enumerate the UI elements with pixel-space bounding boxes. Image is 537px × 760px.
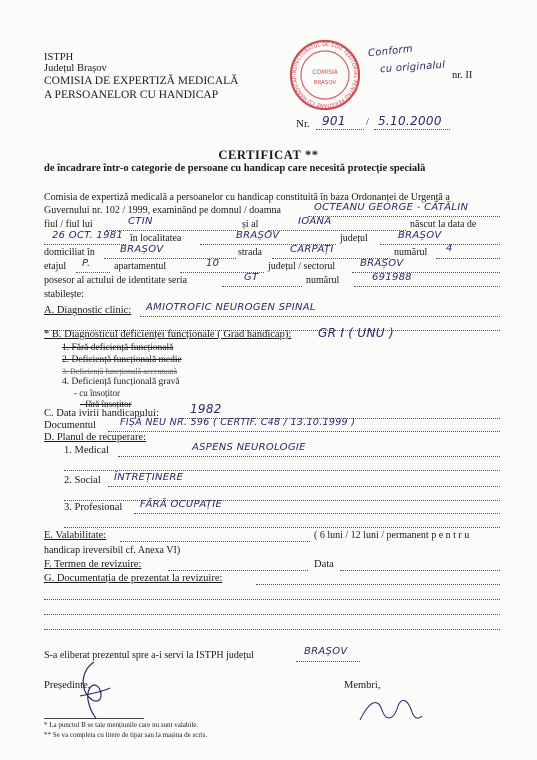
birth-date: 26 OCT. 1981 <box>52 230 124 241</box>
floor-label: etajul <box>44 261 67 272</box>
recovery-social-value: ÎNTREȚINERE <box>114 472 184 483</box>
father-name: CTIN <box>128 216 153 227</box>
deficiency-sub-item-1: - cu însoțitor <box>74 388 120 398</box>
stamp-center-text: COMISIA <box>312 69 338 76</box>
member-signature <box>356 690 426 730</box>
intro-and-label: și al <box>242 219 259 230</box>
certificate-title: CERTIFICAT ** <box>218 148 319 162</box>
domicile: BRAȘOV <box>120 244 164 255</box>
revision-documents-label: G. Documentația de prezentat la revizuire: <box>44 573 223 584</box>
birth-county: BRAȘOV <box>398 230 442 241</box>
number-separator: / <box>366 117 369 128</box>
validity-options: ( 6 luni / 12 luni / permanent p e n t r u <box>314 530 470 541</box>
original-note: cu originalul <box>379 59 446 76</box>
members-label: Membri, <box>344 680 381 691</box>
recovery-medical-label: 1. Medical <box>64 445 109 456</box>
birth-place-label: în localitatea <box>130 233 182 244</box>
president-signature <box>74 656 114 720</box>
annex-number: nr. II <box>452 70 473 81</box>
validity-note: handicap ireversibil cf. Anexa VI) <box>44 545 181 556</box>
header-county: Județul Brașov <box>44 63 107 74</box>
intro-line2: Guvernului nr. 102 / 1999, examinând pe domnul / doamna <box>44 205 281 216</box>
footnote-2: ** Se va completa cu litere de tipar sau la mașina de scris. <box>44 731 208 739</box>
revision-date-label: Data <box>314 559 334 570</box>
deficiency-value: GR I ( UNU ) <box>318 326 394 340</box>
recovery-professional-value: FĂRĂ OCUPAȚIE <box>140 499 223 510</box>
header-institution: ISTPH <box>44 52 74 63</box>
issued-county: BRAȘOV <box>304 646 348 657</box>
diagnostic-value: AMIOTROFIC NEUROGEN SPINAL <box>146 302 316 313</box>
id-number-label: numărul <box>306 275 340 286</box>
birth-county-label: județul <box>340 233 368 244</box>
deficiency-label: * B. Diagnosticul deficienței funcționale ( Grad handicap): <box>44 329 292 340</box>
header-commission: COMISIA DE EXPERTIZĂ MEDICALĂ <box>44 75 239 87</box>
document-label: Documentul <box>44 420 96 431</box>
recovery-medical-value: ASPENS NEUROLOGIE <box>192 442 306 453</box>
number-value: 901 <box>322 114 346 128</box>
recovery-social-label: 2. Social <box>64 475 101 486</box>
apartment-label: apartamentul <box>114 261 167 272</box>
mother-name: IOANA <box>298 216 332 227</box>
number-label: Nr. <box>296 118 310 130</box>
birth-place: BRAȘOV <box>236 230 280 241</box>
onset-date-label: C. Data ivirii handicapului: <box>44 408 159 419</box>
intro-parent-label: fiul / fiul lui <box>44 219 93 230</box>
validity-label: E. Valabilitate: <box>44 530 107 541</box>
deficiency-item-2: 2. Deficiență funcțională medie <box>62 355 182 365</box>
certificate-subtitle: de încadrare într-o categorie de persoane cu handicap care necesită protecție specială <box>44 163 426 174</box>
street-label: strada <box>238 247 262 258</box>
deficiency-item-4: 4. Deficiență funcțională gravă <box>62 377 180 387</box>
president-label: Președinte, <box>44 680 91 691</box>
street-number: 4 <box>446 243 453 254</box>
diagnostic-label: A. Diagnostic clinic: <box>44 305 132 316</box>
issued-text: S-a eliberat prezentul spre a-i servi la ISTPH județul <box>44 650 254 661</box>
street: CARPAȚI <box>290 244 334 255</box>
deficiency-sub-item-2: - fără însoțitor <box>80 399 132 409</box>
deficiency-item-1: 1. Fără deficiență funcțională <box>62 343 174 353</box>
floor: P. <box>82 258 91 269</box>
id-series: GT <box>244 272 259 283</box>
deficiency-item-3: 3. Deficiență funcțională accentuată <box>62 367 178 376</box>
onset-date-value: 1982 <box>190 402 222 416</box>
header-persons: A PERSOANELOR CU HANDICAP <box>44 89 219 101</box>
recovery-plan-label: D. Planul de recuperare: <box>44 432 147 443</box>
id-series-label: posesor al actului de identitate seria <box>44 275 188 286</box>
revision-term-label: F. Termen de revizuire: <box>44 559 142 570</box>
number-date: 5.10.2000 <box>378 114 442 128</box>
person-name: OCTEANU GEORGE - CĂTĂLIN <box>314 202 469 213</box>
stamp-bottom-text: BRAȘOV <box>313 80 337 86</box>
street-number-label: numărul <box>394 247 428 258</box>
stamp-ring-text: INSPECTORATUL DE STAT TERITORIAL PENTRU PERSOANE CU HANDICAP <box>291 41 359 109</box>
official-stamp <box>288 38 362 112</box>
domicile-label: domiciliat în <box>44 247 95 258</box>
footnote-1: * La punctul B se taie mențiunile care nu sunt valabile. <box>44 721 199 729</box>
document-value: FIȘĂ NEU NR. 596 ( CERTIF. C48 / 13.10.1999 ) <box>120 417 356 428</box>
county: BRAȘOV <box>360 258 404 269</box>
recovery-professional-label: 3. Profesional <box>64 502 123 513</box>
establishes-label: stabilește: <box>44 289 84 300</box>
county-label: județul / sectorul <box>268 261 336 272</box>
apartment: 10 <box>206 258 220 269</box>
id-number: 691988 <box>372 272 412 283</box>
intro-birth-label: născut la data de <box>410 219 477 230</box>
conform-note: Conform <box>367 43 414 60</box>
intro-line1: Comisia de expertiză medicală a persoanelor cu handicap constituită în baza Ordonanței de Urgență a <box>44 192 450 203</box>
